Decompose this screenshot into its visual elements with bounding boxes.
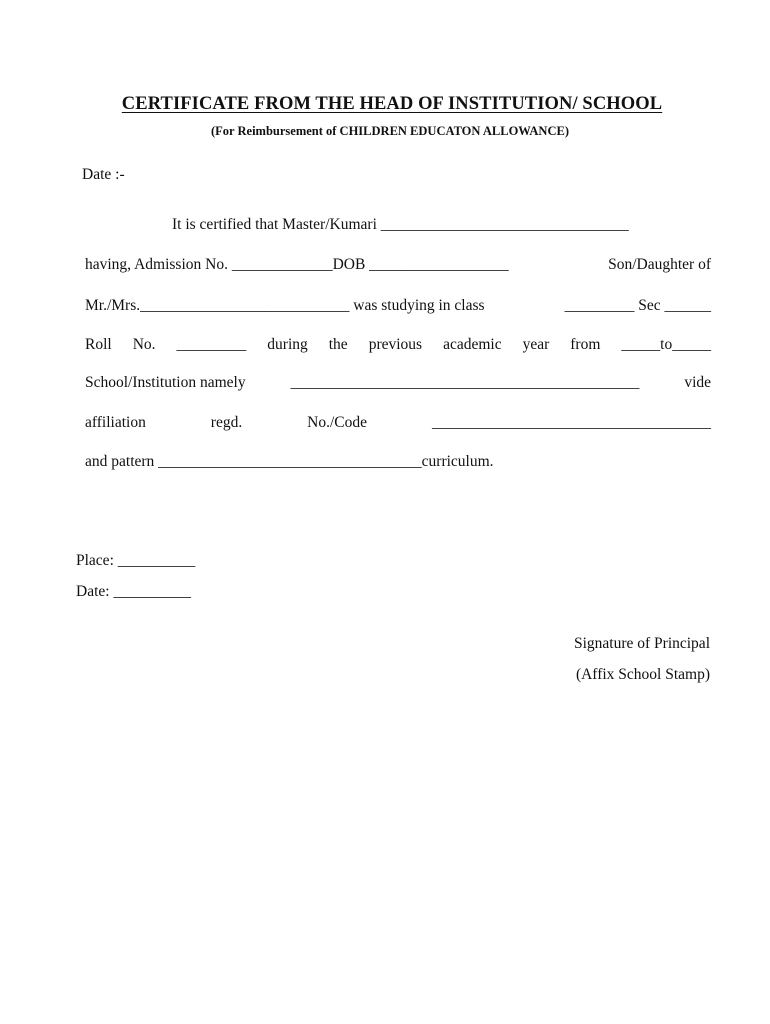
line-4-word: No.	[132, 336, 156, 353]
line-4-blank: _________	[176, 336, 247, 353]
body-line-6-word: affiliation	[85, 414, 146, 431]
body-line-2	[85, 256, 711, 274]
body-line-6-word: No./Code	[307, 414, 368, 431]
line-4-word: academic	[443, 336, 502, 353]
top-date-label: Date :-	[82, 166, 125, 183]
place-field: Place: __________	[76, 552, 196, 569]
body-line-7: and pattern __________________________________curriculum.	[85, 453, 494, 470]
line-4-word: the	[328, 336, 348, 353]
line-4-word: year	[522, 336, 550, 353]
date-field: Date: __________	[76, 583, 191, 600]
body-line-1: It is certified that Master/Kumari ________________________________	[172, 216, 629, 233]
body-line-6-word: regd.	[210, 414, 243, 431]
body-line-3-left: Mr./Mrs.___________________________ was studying in class	[85, 297, 485, 314]
line-4-word: Roll	[85, 336, 112, 353]
body-line-3-right: _________ Sec ______	[564, 297, 711, 314]
body-line-2-left: having, Admission No. _____________DOB __________________	[85, 256, 509, 273]
body-line-5-right: vide	[684, 374, 711, 391]
body-line-5-blank: _____________________________________________	[290, 374, 640, 391]
body-line-5	[85, 374, 711, 392]
signature-label: Signature of Principal	[573, 635, 710, 652]
line-4-word: during	[267, 336, 308, 353]
certificate-title: CERTIFICATE FROM THE HEAD OF INSTITUTION/ SCHOOL	[121, 94, 663, 114]
line-4-word: previous	[368, 336, 423, 353]
body-line-4	[85, 336, 711, 354]
line-4-word: from	[570, 336, 601, 353]
body-line-6	[85, 414, 711, 432]
body-line-6-blank: ____________________________________	[431, 414, 711, 431]
body-line-3	[85, 297, 711, 315]
certificate-subtitle: (For Reimbursement of CHILDREN EDUCATON ALLOWANCE)	[211, 124, 569, 138]
stamp-label: (Affix School Stamp)	[575, 666, 710, 683]
body-line-2-right: Son/Daughter of	[608, 256, 711, 273]
line-4-blank: _____to_____	[621, 336, 711, 353]
body-line-5-left: School/Institution namely	[85, 374, 246, 391]
